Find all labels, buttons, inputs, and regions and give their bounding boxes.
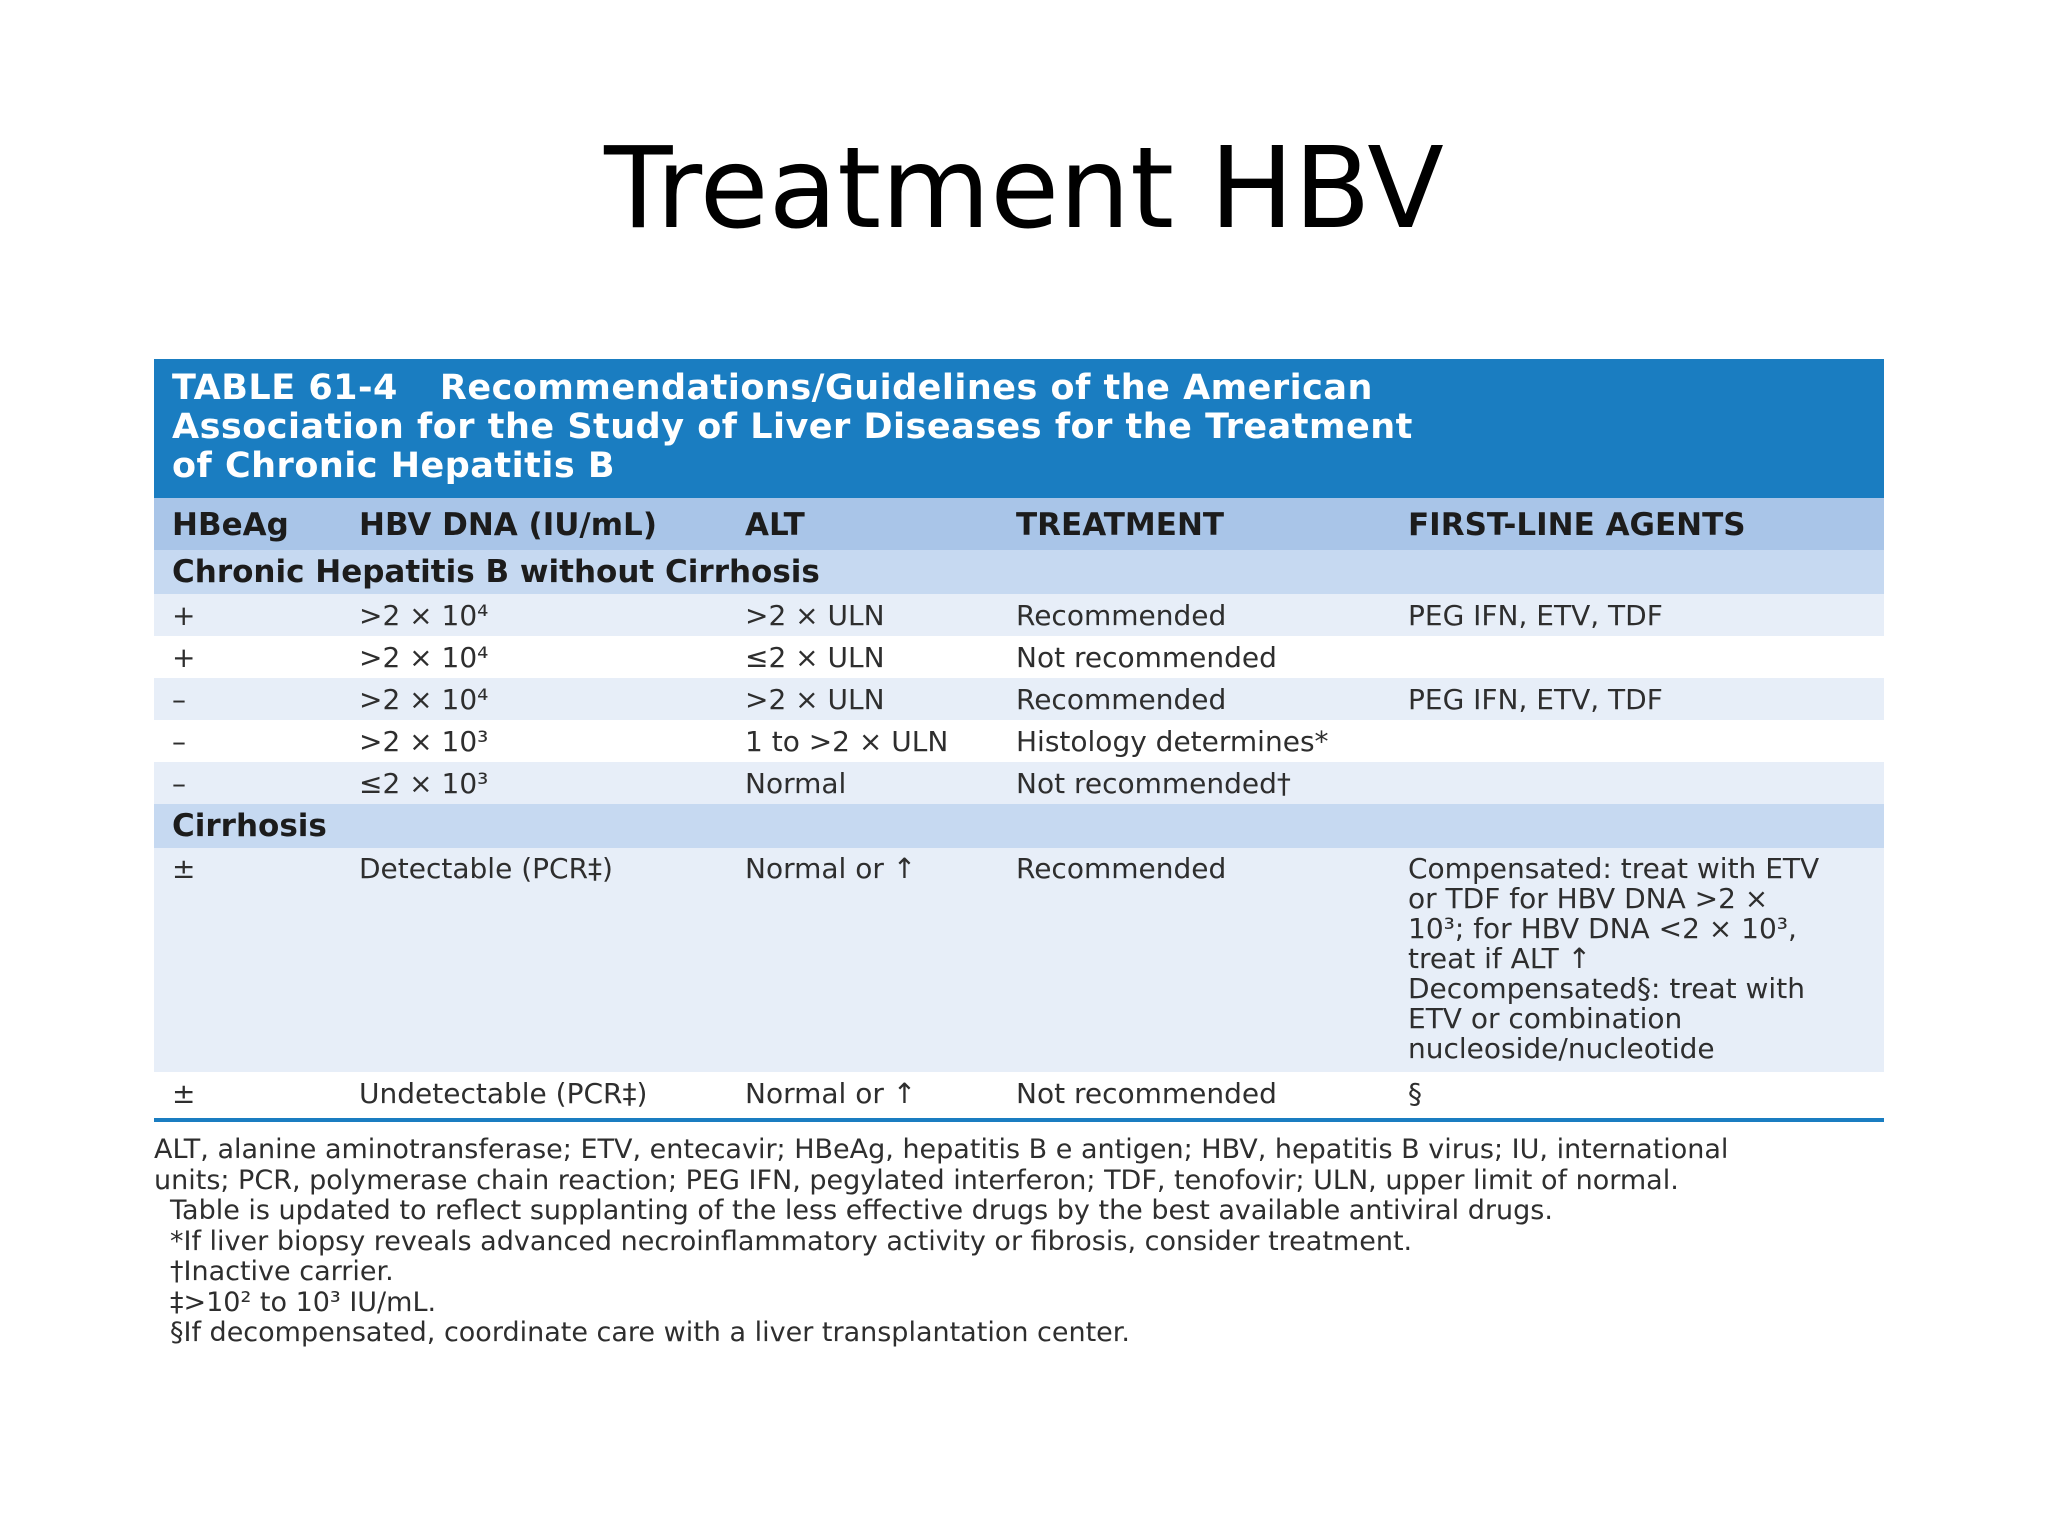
header-first-line-agents: FIRST-LINE AGENTS: [1390, 498, 1884, 550]
cell-hbv-dna: >2 × 10⁴: [341, 636, 727, 678]
cell-agents: [1390, 720, 1884, 762]
cell-hbv-dna: ≤2 × 10³: [341, 762, 727, 804]
cell-alt: >2 × ULN: [727, 594, 998, 636]
header-alt: ALT: [727, 498, 998, 550]
slide-title: Treatment HBV: [604, 124, 1444, 254]
cell-hbv-dna: Detectable (PCR‡): [341, 848, 727, 1072]
table-header-row: [154, 498, 1884, 550]
cell-alt: Normal or ↑: [727, 848, 998, 1072]
cell-agents: [1390, 848, 1884, 1072]
caption-text-1: Recommendations/Guidelines of the American: [439, 368, 1373, 408]
cell-treatment: Not recommended: [998, 1072, 1390, 1114]
cell-hbv-dna: >2 × 10³: [341, 720, 727, 762]
cell-hbeag: ±: [154, 1072, 341, 1114]
header-hbv-dna: HBV DNA (IU/mL): [341, 498, 727, 550]
table-row: [154, 1072, 1884, 1114]
caption-line-1: [172, 369, 1866, 408]
section-header-cirrhosis: [154, 804, 1884, 848]
table-label: TABLE 61-4: [172, 368, 398, 408]
section-header-no-cirrhosis: [154, 550, 1884, 594]
cell-treatment: Recommended: [998, 678, 1390, 720]
table-row: [154, 762, 1884, 804]
header-treatment: TREATMENT: [998, 498, 1390, 550]
agents-line: treat if ALT ↑: [1408, 942, 1592, 975]
footnote-abbreviations-2: units; PCR, polymerase chain reaction; PEG IFN, pegylated interferon; TDF, tenofovir; ULN, upper limit of normal.: [154, 1164, 1679, 1196]
cell-agents: [1390, 762, 1884, 804]
cell-treatment: Histology determines*: [998, 720, 1390, 762]
cell-hbeag: ±: [154, 848, 341, 1072]
cell-hbeag: –: [154, 720, 341, 762]
cell-agents: PEG IFN, ETV, TDF: [1390, 594, 1884, 636]
cell-hbv-dna: >2 × 10⁴: [341, 594, 727, 636]
footnote-double-dagger: ‡>10² to 10³ IU/mL.: [170, 1286, 437, 1318]
guidelines-table: [154, 359, 1884, 1122]
table-row: [154, 636, 1884, 678]
cell-hbeag: –: [154, 678, 341, 720]
table-bottom-rule: [154, 1118, 1884, 1122]
table-row: [154, 720, 1884, 762]
footnote-star: *If liver biopsy reveals advanced necroinflammatory activity or fibrosis, consider treatment.: [170, 1225, 1413, 1257]
agents-line: or TDF for HBV DNA >2 ×: [1408, 882, 1769, 915]
table-row: [154, 678, 1884, 720]
footnote-abbreviations-1: ALT, alanine aminotransferase; ETV, entecavir; HBeAg, hepatitis B e antigen; HBV, hepatitis B virus; IU, international: [154, 1134, 1729, 1165]
table-caption: [154, 359, 1884, 498]
footnote-section: §If decompensated, coordinate care with a liver transplantation center.: [170, 1317, 1131, 1348]
table-row: [154, 594, 1884, 636]
cell-alt: ≤2 × ULN: [727, 636, 998, 678]
cell-treatment: Recommended: [998, 848, 1390, 1072]
header-hbeag: HBeAg: [154, 498, 341, 550]
table-row: [154, 848, 1884, 1072]
cell-treatment: Recommended: [998, 594, 1390, 636]
cell-alt: Normal or ↑: [727, 1072, 998, 1114]
caption-line-2: Association for the Study of Liver Diseases for the Treatment: [172, 407, 1413, 447]
agents-line: nucleoside/nucleotide: [1408, 1032, 1715, 1065]
cell-alt: Normal: [727, 762, 998, 804]
cell-alt: 1 to >2 × ULN: [727, 720, 998, 762]
cell-treatment: Not recommended: [998, 636, 1390, 678]
footnote-dagger: †Inactive carrier.: [170, 1256, 394, 1287]
cell-hbv-dna: Undetectable (PCR‡): [341, 1072, 727, 1114]
hbv-table: [154, 498, 1884, 1114]
agents-line: Compensated: treat with ETV: [1408, 852, 1820, 885]
table-footnotes: [154, 1135, 1894, 1349]
cell-alt: >2 × ULN: [727, 678, 998, 720]
section-title: Cirrhosis: [154, 804, 1884, 848]
caption-line-3: of Chronic Hepatitis B: [172, 446, 616, 486]
cell-treatment: Not recommended†: [998, 762, 1390, 804]
cell-hbv-dna: >2 × 10⁴: [341, 678, 727, 720]
agents-line: 10³; for HBV DNA <2 × 10³,: [1408, 912, 1797, 945]
cell-hbeag: +: [154, 594, 341, 636]
agents-line: Decompensated§: treat with: [1408, 972, 1805, 1005]
footnote-update: Table is updated to reflect supplanting of the less effective drugs by the best available antiviral drugs.: [170, 1195, 1553, 1226]
cell-agents: §: [1390, 1072, 1884, 1114]
cell-agents: [1390, 636, 1884, 678]
section-title: Chronic Hepatitis B without Cirrhosis: [154, 550, 1884, 594]
cell-hbeag: –: [154, 762, 341, 804]
cell-agents: PEG IFN, ETV, TDF: [1390, 678, 1884, 720]
agents-line: ETV or combination: [1408, 1002, 1683, 1035]
cell-hbeag: +: [154, 636, 341, 678]
